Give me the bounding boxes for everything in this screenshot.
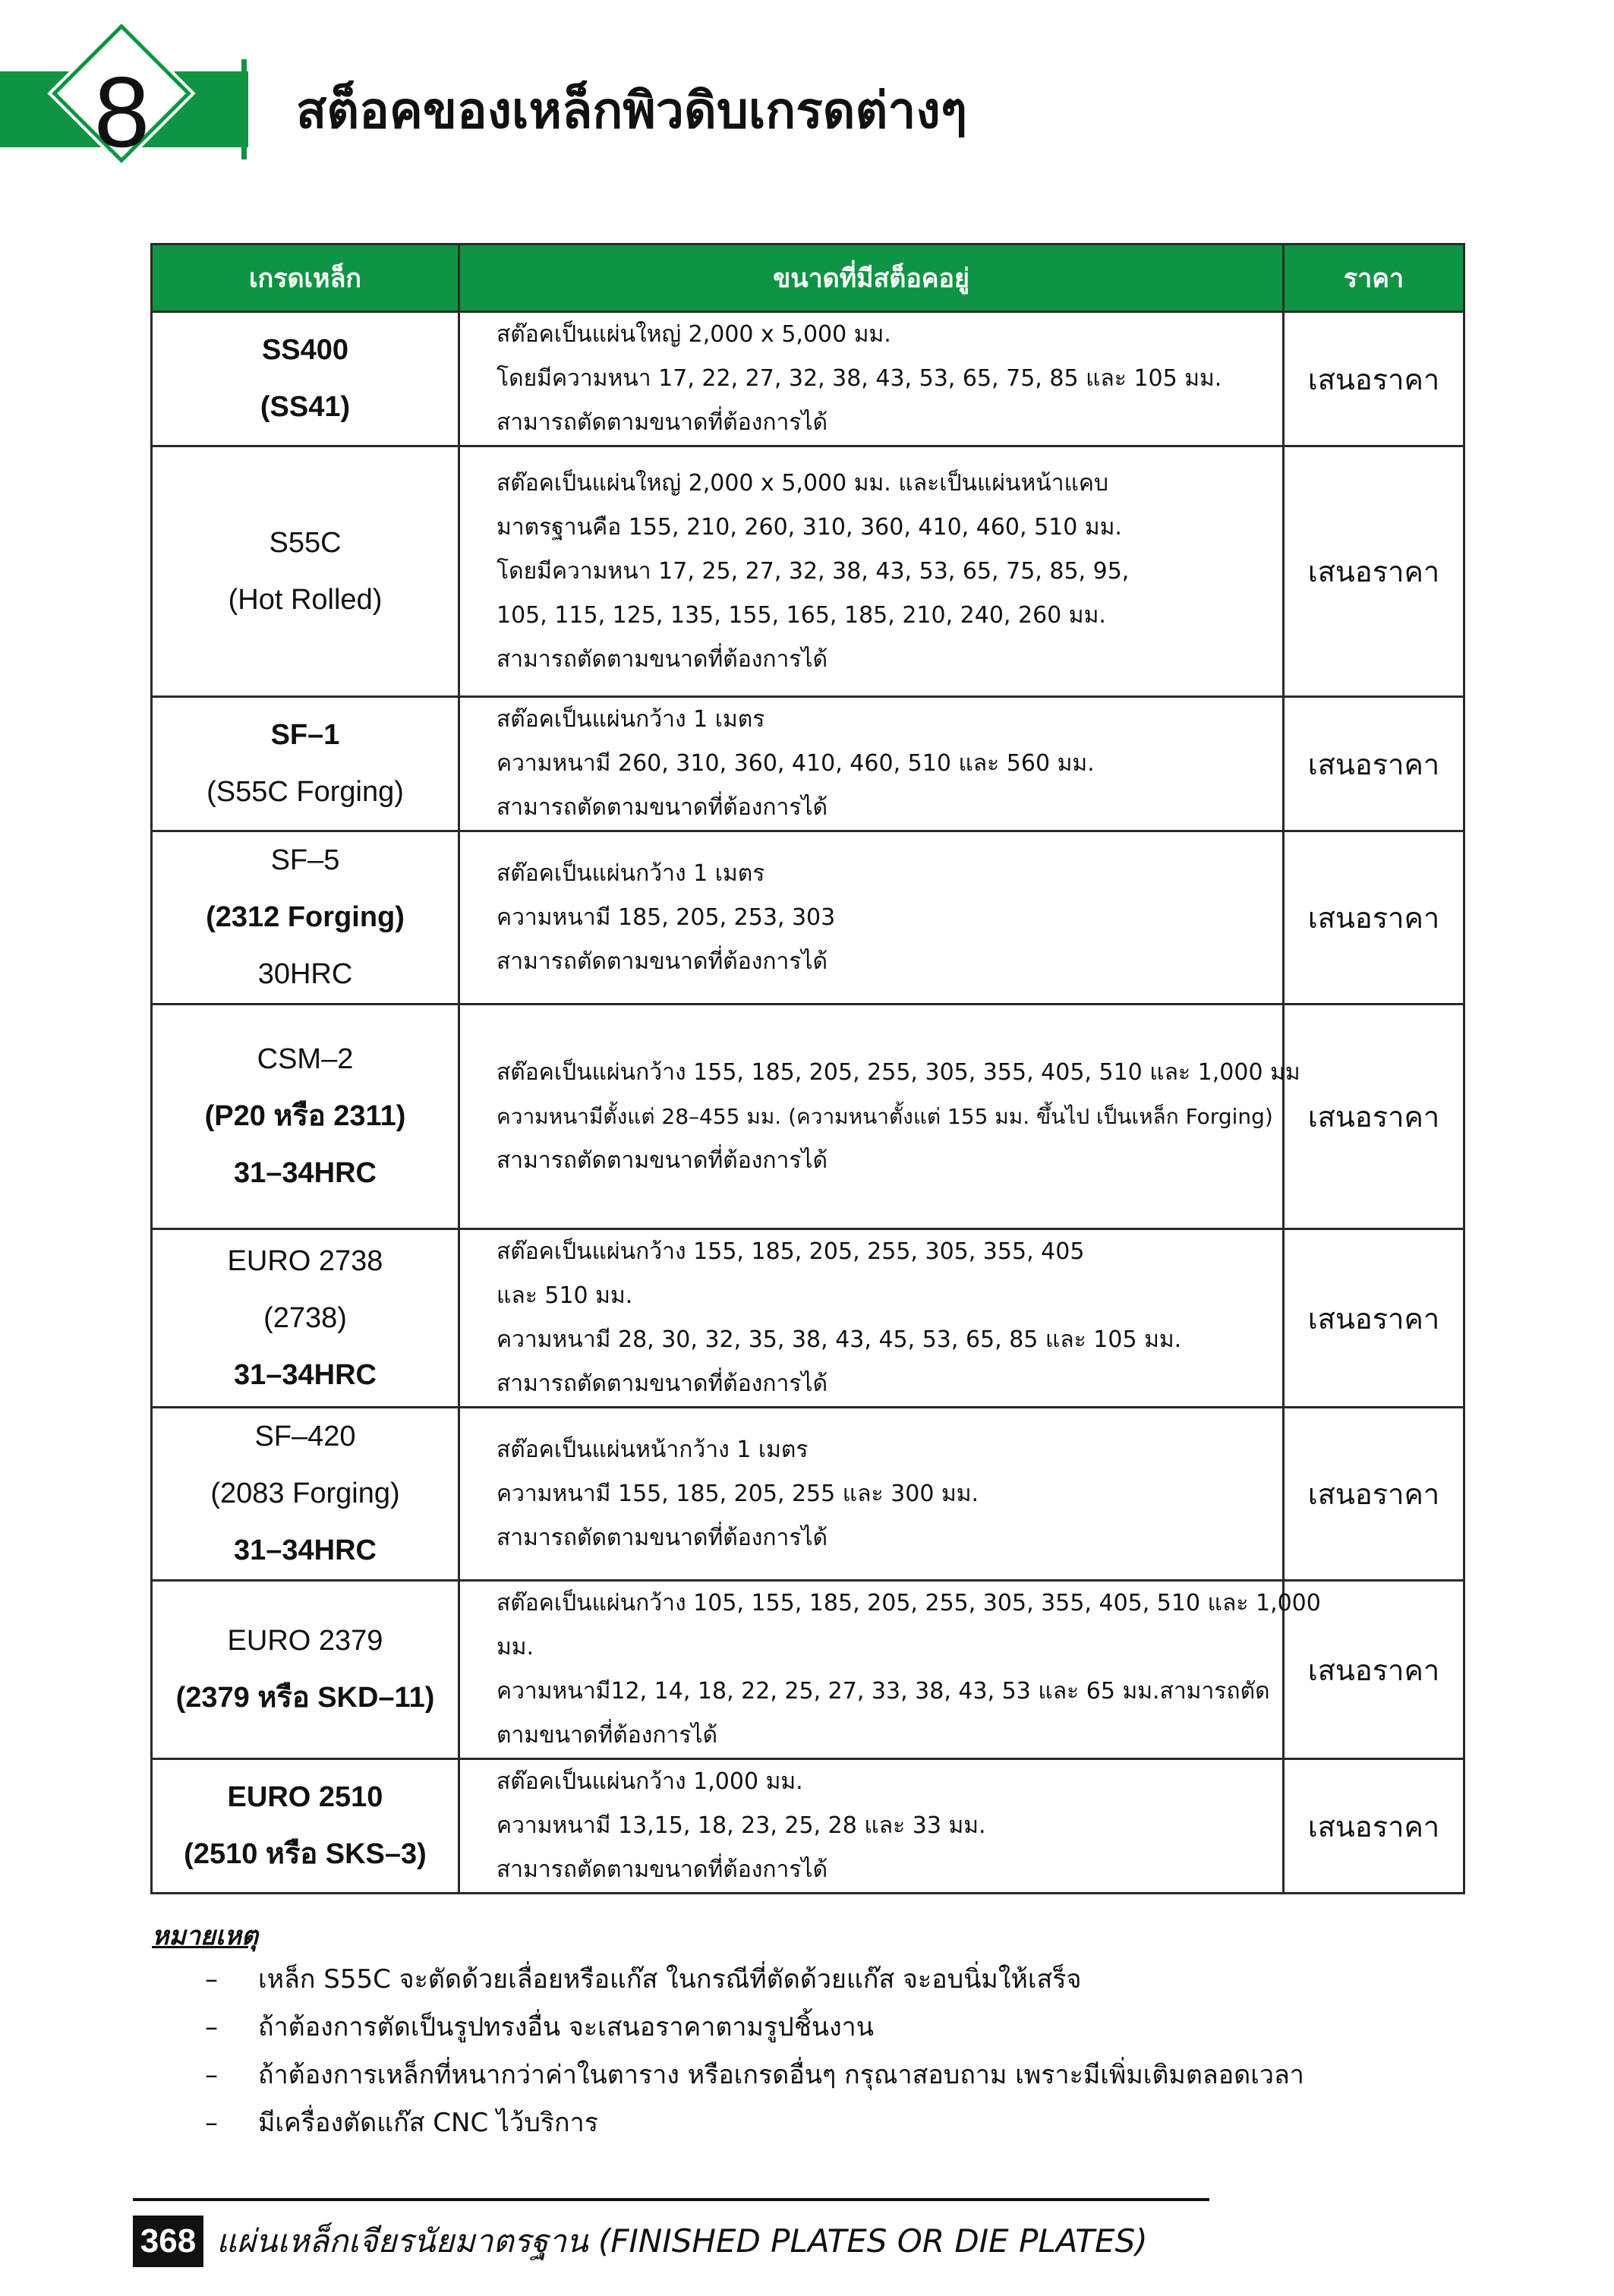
grade-cell xyxy=(152,1759,459,1894)
detail-line: มม. xyxy=(496,1634,534,1660)
footer-title: แผ่นเหล็กเจียรนัยมาตรฐาน (FINISHED PLATES OR DIE PLATES) xyxy=(216,2222,1148,2260)
detail-line: สต๊อคเป็นแผ่นกว้าง 1 เมตร xyxy=(496,706,765,733)
detail-line: 105, 115, 125, 135, 155, 165, 185, 210, 240, 260 มม. xyxy=(496,601,1106,629)
grade-cell xyxy=(152,1004,459,1229)
detail-cell xyxy=(459,1229,1284,1408)
footer-rule xyxy=(133,2198,1209,2201)
grade-name: SF–1 xyxy=(270,719,340,751)
header-price: ราคา xyxy=(1284,244,1464,312)
price-cell: เสนอราคา xyxy=(1284,1408,1464,1581)
detail-line: สามารถตัดตามขนาดที่ต้องการได้ xyxy=(496,1370,828,1397)
detail-line: ความหนามี12, 14, 18, 22, 25, 27, 33, 38, 43, 53 และ 65 มม.สามารถตัด xyxy=(496,1678,1270,1705)
page-title: สต็อคของเหล็กพิวดิบเกรดต่างๆ xyxy=(296,81,968,140)
detail-line: สามารถตัดตามขนาดที่ต้องการได้ xyxy=(496,409,828,436)
detail-line: ความหนามี 185, 205, 253, 303 xyxy=(496,904,836,931)
detail-cell xyxy=(459,697,1284,831)
table-row xyxy=(152,831,1464,1004)
detail-line: สต๊อคเป็นแผ่นใหญ่ 2,000 x 5,000 มม. และเป็นแผ่นหน้าแคบ xyxy=(496,469,1109,497)
grade-cell xyxy=(152,831,459,1004)
detail-line: และ 510 มม. xyxy=(496,1282,633,1309)
grade-cell xyxy=(152,446,459,697)
detail-cell xyxy=(459,446,1284,697)
price-cell: เสนอราคา xyxy=(1284,1759,1464,1894)
header-sizes: ขนาดที่มีสต็อคอยู่ xyxy=(459,244,1284,312)
note-dash: – xyxy=(205,2108,218,2138)
grade-alias: (2738) xyxy=(263,1301,347,1334)
detail-line: ความหนามี 13,15, 18, 23, 25, 28 และ 33 มม. xyxy=(496,1812,986,1839)
detail-line: ความหนามี 260, 310, 360, 410, 460, 510 และ 560 มม. xyxy=(496,750,1095,777)
table-row xyxy=(152,1581,1464,1759)
grade-name: S55C xyxy=(269,526,342,559)
table-row xyxy=(152,1229,1464,1408)
grade-alias: (P20 หรือ 2311) xyxy=(204,1100,406,1132)
note-text: เหล็ก S55C จะตัดด้วยเลื่อยหรือแก๊ส ในกรณีที่ตัดด้วยแก๊ส จะอบนิ่มให้เสร็จ xyxy=(258,1964,1082,1995)
table-header-row xyxy=(152,244,1464,312)
detail-line: สต๊อคเป็นแผ่นกว้าง 155, 185, 205, 255, 305, 355, 405, 510 และ 1,000 มม xyxy=(496,1058,1300,1086)
price-cell: เสนอราคา xyxy=(1284,312,1464,446)
grade-name: EURO 2379 xyxy=(227,1625,383,1657)
detail-cell xyxy=(459,1408,1284,1581)
grade-cell xyxy=(152,1408,459,1581)
note-dash: – xyxy=(205,2060,218,2090)
price-cell: เสนอราคา xyxy=(1284,831,1464,1004)
table-row xyxy=(152,446,1464,697)
price-cell: เสนอราคา xyxy=(1284,1229,1464,1408)
grade-cell xyxy=(152,1581,459,1759)
detail-line: โดยมีความหนา 17, 22, 27, 32, 38, 43, 53, 65, 75, 85 และ 105 มม. xyxy=(496,365,1222,392)
detail-line: โดยมีความหนา 17, 25, 27, 32, 38, 43, 53, 65, 75, 85, 95, xyxy=(496,557,1130,585)
grade-name: CSM–2 xyxy=(257,1043,354,1075)
detail-line: สามารถตัดตามขนาดที่ต้องการได้ xyxy=(496,645,828,673)
page-number: 368 xyxy=(133,2216,203,2267)
table-row xyxy=(152,312,1464,446)
detail-line: สต๊อคเป็นแผ่นกว้าง 155, 185, 205, 255, 305, 355, 405 xyxy=(496,1238,1085,1265)
detail-line: สามารถตัดตามขนาดที่ต้องการได้ xyxy=(496,1856,828,1883)
detail-cell xyxy=(459,312,1284,446)
grade-name: EURO 2738 xyxy=(227,1244,383,1277)
table-row xyxy=(152,1408,1464,1581)
detail-line: ความหนามีตั้งแต่ 28–455 มม. (ความหนาตั้งแต่ 155 มม. ขึ้นไป เป็นเหล็ก Forging) xyxy=(496,1103,1273,1129)
stock-table xyxy=(150,243,1465,1894)
detail-line: สต๊อคเป็นแผ่นกว้าง 105, 155, 185, 205, 255, 305, 355, 405, 510 และ 1,000 xyxy=(496,1590,1321,1616)
table-row xyxy=(152,1004,1464,1229)
grade-alias: (2083 Forging) xyxy=(210,1478,400,1509)
table-row xyxy=(152,697,1464,831)
grade-cell xyxy=(152,1229,459,1408)
detail-cell xyxy=(459,831,1284,1004)
detail-line: ความหนามี 28, 30, 32, 35, 38, 43, 45, 53, 65, 85 และ 105 มม. xyxy=(496,1326,1182,1353)
detail-line: สามารถตัดตามขนาดที่ต้องการได้ xyxy=(496,948,828,975)
grade-alias: (S55C Forging) xyxy=(206,776,404,808)
grade-alias: (2510 หรือ SKS–3) xyxy=(184,1838,427,1870)
grade-hardness: 31–34HRC xyxy=(234,1157,377,1189)
detail-line: สามารถตัดตามขนาดที่ต้องการได้ xyxy=(496,1524,828,1551)
price-cell: เสนอราคา xyxy=(1284,1004,1464,1229)
detail-line: ความหนามี 155, 185, 205, 255 และ 300 มม. xyxy=(496,1480,979,1507)
grade-hardness: 30HRC xyxy=(257,958,353,990)
section-number: 8 xyxy=(93,56,150,168)
notes-heading: หมายเหตุ xyxy=(152,1921,258,1951)
detail-line: สต๊อคเป็นแผ่นใหญ่ 2,000 x 5,000 มม. xyxy=(496,321,891,348)
grade-alias: (2312 Forging) xyxy=(206,901,405,933)
note-text: มีเครื่องตัดแก๊ส CNC ไว้บริการ xyxy=(258,2108,598,2138)
detail-cell xyxy=(459,1004,1300,1229)
grade-alias: (SS41) xyxy=(260,391,351,423)
grade-hardness: 31–34HRC xyxy=(234,1534,377,1566)
grade-hardness: 31–34HRC xyxy=(234,1358,377,1391)
detail-line: มาตรฐานคือ 155, 210, 260, 310, 360, 410, 460, 510 มม. xyxy=(496,513,1122,541)
grade-alias: (Hot Rolled) xyxy=(228,583,383,616)
table-row xyxy=(152,1759,1464,1894)
header-vertical-rule xyxy=(241,59,247,159)
note-text: ถ้าต้องการเหล็กที่หนากว่าค่าในตาราง หรือเกรดอื่นๆ กรุณาสอบถาม เพราะมีเพิ่มเติมตลอดเวลา xyxy=(258,2060,1304,2090)
note-dash: – xyxy=(205,1964,218,1995)
detail-line: สามารถตัดตามขนาดที่ต้องการได้ xyxy=(496,794,828,821)
detail-line: สต๊อคเป็นแผ่นกว้าง 1,000 มม. xyxy=(496,1768,803,1795)
note-text: ถ้าต้องการตัดเป็นรูปทรงอื่น จะเสนอราคาตามรูปชิ้นงาน xyxy=(258,2012,875,2042)
price-cell: เสนอราคา xyxy=(1284,697,1464,831)
price-cell: เสนอราคา xyxy=(1284,446,1464,697)
grade-cell xyxy=(152,312,459,446)
detail-cell xyxy=(459,1759,1284,1894)
grade-cell xyxy=(152,697,459,831)
grade-name: EURO 2510 xyxy=(227,1781,383,1813)
grade-alias: (2379 หรือ SKD–11) xyxy=(175,1682,435,1714)
grade-name: SF–420 xyxy=(254,1421,356,1452)
header-grade: เกรดเหล็ก xyxy=(152,244,459,312)
detail-line: สต๊อคเป็นแผ่นกว้าง 1 เมตร xyxy=(496,859,765,887)
grade-name: SS400 xyxy=(261,334,349,366)
detail-line: สต๊อคเป็นแผ่นหน้ากว้าง 1 เมตร xyxy=(496,1436,809,1463)
detail-line: ตามขนาดที่ต้องการได้ xyxy=(496,1722,718,1749)
detail-cell xyxy=(459,1581,1321,1759)
grade-name: SF–5 xyxy=(270,844,340,876)
note-dash: – xyxy=(205,2012,218,2042)
detail-line: สามารถตัดตามขนาดที่ต้องการได้ xyxy=(496,1146,828,1174)
price-cell: เสนอราคา xyxy=(1284,1581,1464,1759)
